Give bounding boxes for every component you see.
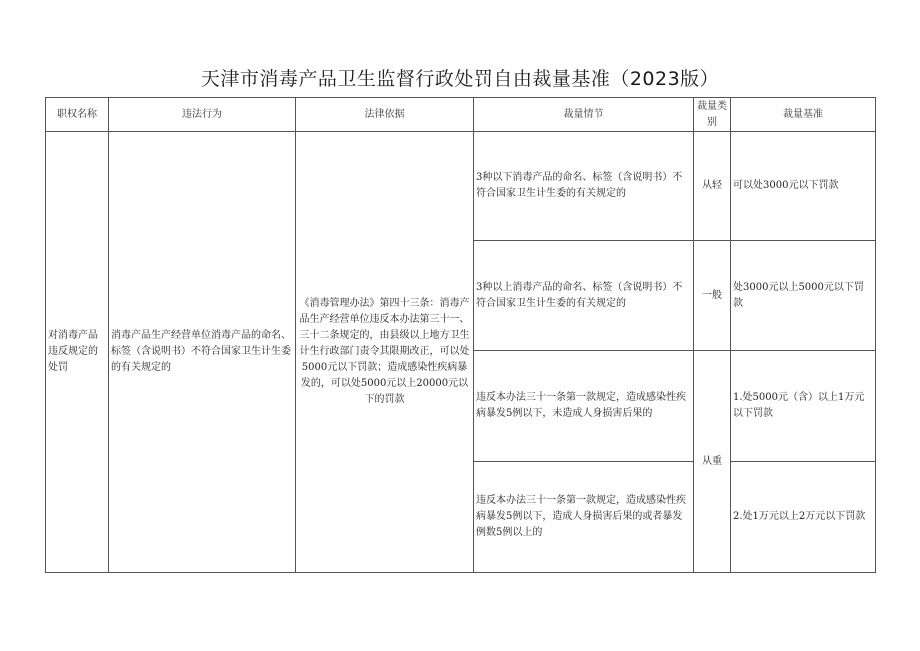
table-row <box>46 132 876 241</box>
table-header-row <box>46 98 876 132</box>
header-circumstance: 裁量情节 <box>474 98 694 132</box>
circumstance-cell-3: 违反本办法三十一条第一款规定，造成感染性疾病暴发5例以下，未造成人身损害后果的 <box>474 351 694 462</box>
header-authority-name: 职权名称 <box>46 98 109 132</box>
header-legal-basis: 法律依据 <box>296 98 474 132</box>
header-standard: 裁量基准 <box>731 98 876 132</box>
standard-cell-1: 可以处3000元以下罚款 <box>731 132 876 241</box>
penalty-standard-table <box>45 97 876 573</box>
category-cell-severe: 从重 <box>694 351 731 573</box>
category-cell-general: 一般 <box>694 241 731 351</box>
standard-cell-3: 1.处5000元（含）以上1万元以下罚款 <box>731 351 876 462</box>
document-title: 天津市消毒产品卫生监督行政处罚自由裁量基准（2023版） <box>200 68 720 90</box>
circumstance-cell-1: 3种以下消毒产品的命名、标签（含说明书）不符合国家卫生计生委的有关规定的 <box>474 132 694 241</box>
circumstance-cell-2: 3种以上消毒产品的命名、标签（含说明书）不符合国家卫生计生委的有关规定的 <box>474 241 694 351</box>
standard-cell-4: 2.处1万元以上2万元以下罚款 <box>731 462 876 573</box>
header-violation: 违法行为 <box>109 98 296 132</box>
violation-cell: 消毒产品生产经营单位消毒产品的命名、标签（含说明书）不符合国家卫生计生委的有关规定的 <box>109 132 296 573</box>
header-category: 裁量类别 <box>694 98 731 132</box>
standard-cell-2: 处3000元以上5000元以下罚款 <box>731 241 876 351</box>
legal-basis-cell: 《消毒管理办法》第四十三条：消毒产品生产经营单位违反本办法第三十一、三十二条规定的，由县级以上地方卫生计生行政部门责令其限期改正，可以处5000元以下罚款；造成感染性疾病暴发的，可以处5000元以上20000元以下的罚款 <box>296 132 474 573</box>
category-cell-lenient: 从轻 <box>694 132 731 241</box>
authority-name-cell: 对消毒产品违反规定的处罚 <box>46 132 109 573</box>
circumstance-cell-4: 违反本办法三十一条第一款规定，造成感染性疾病暴发5例以下，造成人身损害后果的或者暴发例数5例以上的 <box>474 462 694 573</box>
